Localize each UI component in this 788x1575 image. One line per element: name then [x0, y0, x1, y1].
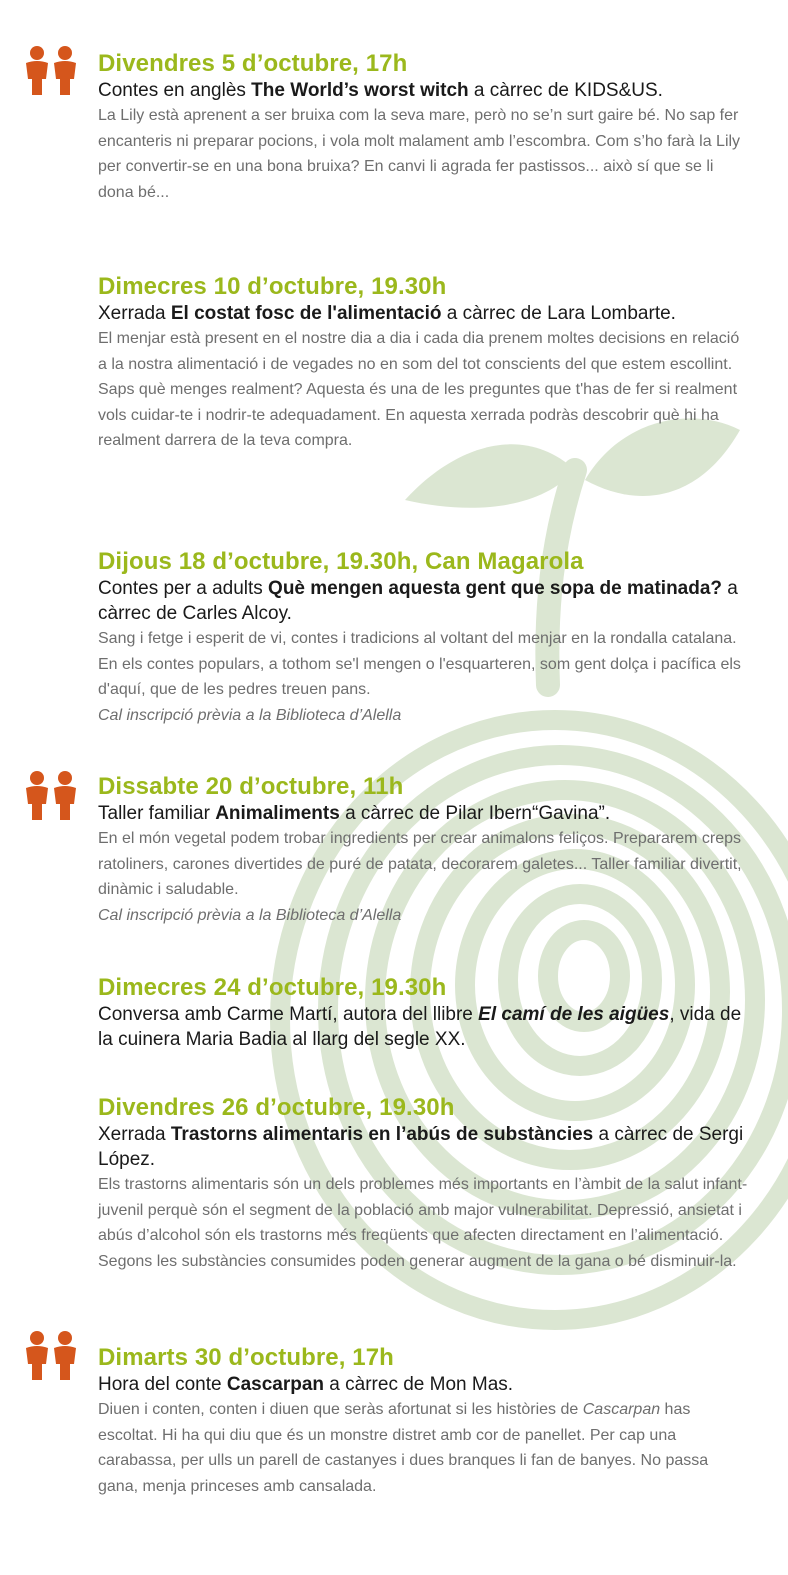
event-title: Dimarts 30 d’octubre, 17h [98, 1344, 394, 1371]
event-work-title: Trastorns alimentaris en l’abús de substàncies [170, 1124, 594, 1145]
event-7 [98, 1344, 748, 1499]
event-title: Divendres 26 d’octubre, 19.30h [98, 1094, 455, 1121]
event-work-title: El costat fosc de l'alimentació [170, 303, 442, 324]
event-subtitle: Conversa amb Carme Martí, autora del llibre El camí de les aigües, vida de la cuinera Maria Badia al llarg del segle XX. [98, 1004, 742, 1050]
event-subtitle: Contes per a adults Què mengen aquesta gent que sopa de matinada? a càrrec de Carles Alcoy. [98, 578, 738, 624]
family-icon [22, 770, 80, 822]
event-title: Dissabte 20 d’octubre, 11h [98, 773, 404, 800]
event-description: Els trastorns alimentaris són un dels problemes més importants en l’àmbit de la salut infant-juvenil perquè són el segment de la població amb major vulnerabilitat. Depressió, ansietat i abús d’alcohol són els trastorns més freqüents que afecten directament en l’alimentació. Segons les substàncies consumides poden generar augment de la gana o bé disminuir-la. [98, 1176, 748, 1270]
event-description: En el món vegetal podem trobar ingredients per crear animalons feliços. Prepararem creps ratoliners, carones divertides de puré de patata, decorarem galetes... Taller familiar divertit, dinàmic i saludable. [98, 830, 742, 898]
event-subtitle: Hora del conte Cascarpan a càrrec de Mon Mas. [98, 1374, 514, 1395]
event-title: Dimecres 24 d’octubre, 19.30h [98, 974, 447, 1001]
event-6 [98, 1094, 748, 1274]
event-description: El menjar està present en el nostre dia a dia i cada dia prenem moltes decisions en relació a la nostra alimentació i de vegades no en som del tot conscients del que estem escollint. Saps què menges realment? Aquesta és una de les preguntes que t'has de fer si realment vols cuidar-te i nodrir-te adequadament. En aquesta xerrada podràs descobrir què hi ha realment darrera de la teva compra. [98, 330, 740, 449]
family-icon [22, 1330, 80, 1382]
event-description: Diuen i conten, conten i diuen que seràs afortunat si les històries de Cascarpan has escoltat. Hi ha qui diu que és un monstre distret amb cor de panellet. Per cap una carabassa, per ulls un parell de castanyes i dues branques li fan de banyes. No passa gana, menja princeses amb cansalada. [98, 1401, 709, 1495]
event-3 [98, 548, 748, 728]
event-2 [98, 273, 748, 454]
event-description: La Lily està aprenent a ser bruixa com la seva mare, però no se’n surt gaire bé. No sap fer encanteris ni preparar pocions, i vola molt malament amb l’escombra. Com s’ho farà la Lily per convertir-se en una bona bruixa? En canvi li agrada fer pastissos... això sí que se li dona bé... [98, 107, 741, 201]
event-subtitle: Taller familiar Animaliments a càrrec de Pilar Ibern“Gavina”. [98, 803, 611, 824]
event-subtitle: Contes en anglès The World’s worst witch a càrrec de KIDS&US. [98, 80, 663, 101]
event-work-title: The World’s worst witch [251, 80, 469, 101]
event-work-title-italic: Cascarpan [582, 1401, 661, 1418]
event-title: Divendres 5 d’octubre, 17h [98, 50, 408, 77]
event-subtitle: Xerrada El costat fosc de l'alimentació a càrrec de Lara Lombarte. [98, 303, 676, 324]
event-work-title: Què mengen aquesta gent que sopa de matinada? [268, 578, 723, 599]
registration-note: Cal inscripció prèvia a la Biblioteca d’Alella [98, 706, 402, 724]
event-description: Sang i fetge i esperit de vi, contes i tradicions al voltant del menjar en la rondalla catalana. En els contes populars, a tothom se'l mengen o l'esquarteren, som gent dolça i pacífica els d'aquí, que de les pedres treuen pans. [98, 630, 741, 698]
registration-note: Cal inscripció prèvia a la Biblioteca d’Alella [98, 906, 402, 924]
event-work-title: Cascarpan [226, 1374, 325, 1395]
event-4 [98, 773, 748, 928]
event-subtitle: Xerrada Trastorns alimentaris en l’abús de substàncies a càrrec de Sergi López. [98, 1124, 744, 1170]
event-title: Dimecres 10 d’octubre, 19.30h [98, 273, 447, 300]
event-work-title: Animaliments [215, 803, 340, 824]
event-work-title: El camí de les aigües [478, 1004, 670, 1025]
event-5 [98, 974, 748, 1052]
family-icon [22, 45, 80, 97]
event-1 [98, 50, 748, 205]
event-title: Dijous 18 d’octubre, 19.30h, Can Magarola [98, 548, 584, 575]
